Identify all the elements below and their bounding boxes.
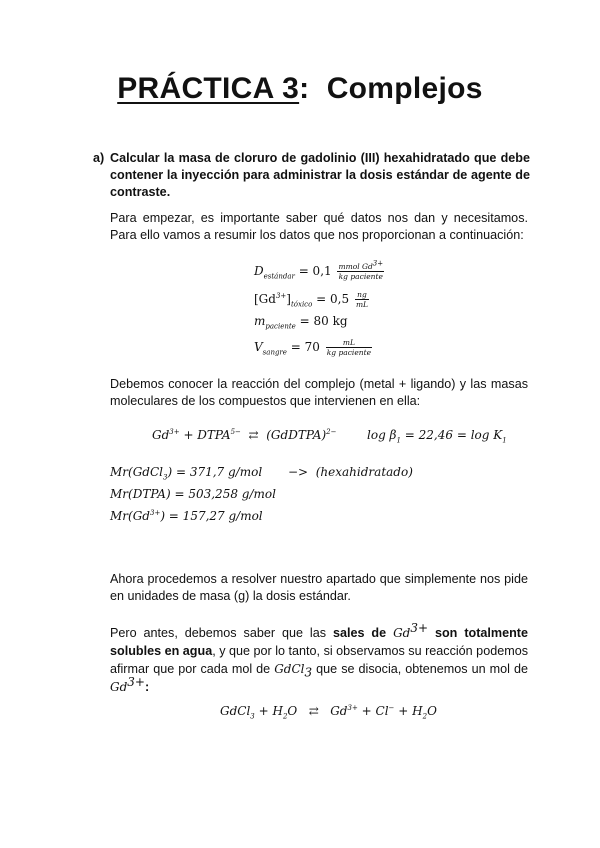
- proceed-paragraph: Ahora procedemos a resolver nuestro apartado que simplemente nos pide en unidades de masa (g) la dosis estándar.: [110, 572, 528, 603]
- page-title: [0, 72, 600, 106]
- equilibrium-arrow: ⇄: [308, 704, 319, 718]
- title-main: PRÁCTICA 3: [117, 72, 300, 105]
- toxic-equation: $[Gd^{3+}]_{tóxico} = 0,5$ $\frac{ng}{mL}$: [254, 290, 369, 309]
- data-equations: [254, 259, 454, 362]
- mass-dtpa: Mr(DTPA) = 503,258 g/mol: [110, 487, 276, 501]
- dissociation-reaction: GdCl$_3$ + $H_2O$ ⇄ $Gd^{3+} + Cl^- + H_2O$: [220, 704, 437, 721]
- mass-equation: $m_{paciente} = 80$ kg: [254, 314, 348, 331]
- title-sub: Complejos: [326, 72, 483, 105]
- question-label: a): [93, 151, 105, 165]
- title-colon: :: [299, 72, 310, 105]
- question-a: [93, 150, 533, 202]
- volume-equation: $V_{sangre} = 70$ $\frac{mL}{\text{kg paciente}}$: [254, 338, 372, 357]
- complex-reaction: $Gd^{3+}$ + $DTPA^{5-}$ ⇄ (GdDTPA)$^{2-}$ $\log \beta_1 = 22,46 = \log K_1$: [152, 428, 507, 445]
- mass-gdcl3: Mr(GdCl$_3$) = 371,7 g/mol: [110, 465, 263, 482]
- reaction-intro: Debemos conocer la reacción del complejo (metal + ligando) y las masas moleculares de los compuestos que intervienen en ella:: [110, 377, 528, 408]
- hexahydrate-note: −> (hexahidratado): [288, 465, 413, 479]
- intro-paragraph: Para empezar, es importante saber qué datos nos dan y necesitamos. Para ello vamos a resumir los datos que nos proporcionan a continuación:: [110, 211, 528, 242]
- mass-gd: $Mr(Gd^{3+}) = 157,27$ g/mol: [110, 509, 263, 523]
- question-text: Calcular la masa de cloruro de gadolinio (III) hexahidratado que debe contener la inyección para administrar la dosis estándar de agente de contraste.: [110, 151, 530, 199]
- salts-paragraph: Pero antes, debemos saber que las sales de $Gd^{3+}$ son totalmente solubles en agua, y que por lo tanto, si observamos su reacción podemos afirmar que por cada mol de GdCl$_3$ que se disocia, obtenemos un mol de $Gd^{3+}$:: [110, 620, 528, 694]
- molecular-masses: [110, 465, 510, 535]
- equilibrium-arrow: ⇄: [248, 428, 259, 442]
- dose-equation: $D_{estándar} = 0,1$ $\frac{mmol Gd^{3+}}{\text{kg paciente}}$: [254, 259, 384, 281]
